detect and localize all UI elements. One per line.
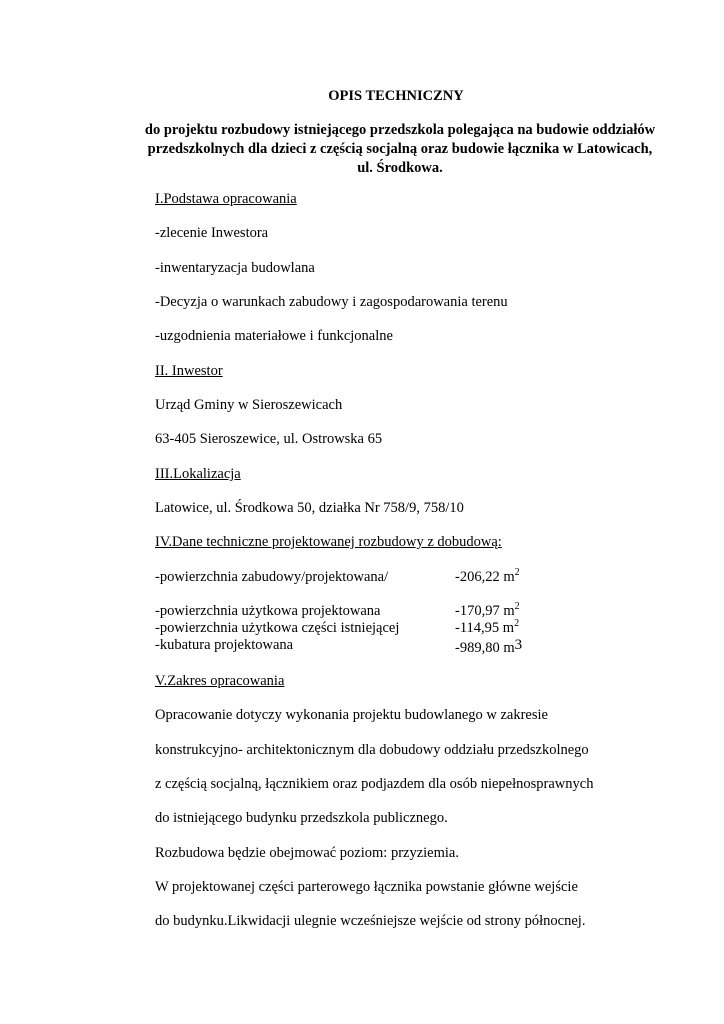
- investor-name: Urząd Gminy w Sieroszewicach: [155, 397, 343, 413]
- data-row-label: -kubatura projektowana: [155, 637, 294, 653]
- paragraph-line: Rozbudowa będzie obejmować poziom: przyziemia.: [155, 845, 459, 861]
- data-row-value: -206,22 $m^2$: [455, 567, 520, 585]
- data-row-label: -powierzchnia użytkowa projektowana: [155, 603, 381, 619]
- paragraph-line: do budynku.Likwidacji ulegnie wcześniejsze wejście od strony północnej.: [155, 913, 586, 929]
- document-subtitle: do projektu rozbudowy istniejącego przedszkola polegająca na budowie oddziałów przedszkolnych dla dzieci z częścią socjalną oraz budowie łącznika w Latowicach, ul. Środkowa.: [144, 122, 656, 176]
- section-heading-scope: V.Zakres opracowania: [155, 673, 285, 689]
- list-item: -uzgodnienia materiałowe i funkcjonalne: [155, 328, 393, 344]
- paragraph-line: W projektowanej części parterowego łącznika powstanie główne wejście: [155, 879, 578, 895]
- section-heading-location: III.Lokalizacja: [155, 466, 241, 482]
- list-item: -zlecenie Inwestora: [155, 225, 269, 241]
- investor-address: 63-405 Sieroszewice, ul. Ostrowska 65: [155, 431, 383, 447]
- list-item: -Decyzja o warunkach zabudowy i zagospodarowania terenu: [155, 294, 508, 310]
- section-heading-technical-data: IV.Dane techniczne projektowanej rozbudowy z dobudową:: [155, 534, 502, 550]
- data-row-label: -powierzchnia zabudowy/projektowana/: [155, 569, 389, 585]
- data-row-value: -170,97 $m^2$: [455, 601, 520, 619]
- data-row-label: -powierzchnia użytkowa części istniejącej: [155, 620, 400, 636]
- data-row-value: -989,80 m3: [455, 637, 523, 656]
- section-heading-investor: II. Inwestor: [155, 363, 223, 379]
- list-item: -inwentaryzacja budowlana: [155, 260, 315, 276]
- section-heading-basis: I.Podstawa opracowania: [155, 191, 297, 207]
- location-text: Latowice, ul. Środkowa 50, działka Nr 758/9, 758/10: [155, 500, 464, 516]
- paragraph-line: z częścią socjalną, łącznikiem oraz podjazdem dla osób niepełnosprawnych: [155, 776, 594, 792]
- paragraph-line: do istniejącego budynku przedszkola publicznego.: [155, 810, 448, 826]
- paragraph-line: Opracowanie dotyczy wykonania projektu budowlanego w zakresie: [155, 707, 548, 723]
- paragraph-line: konstrukcyjno- architektonicznym dla dobudowy oddziału przedszkolnego: [155, 742, 589, 758]
- document-title: OPIS TECHNICZNY: [328, 88, 464, 104]
- data-row-value: -114,95 $m^2$: [455, 618, 520, 636]
